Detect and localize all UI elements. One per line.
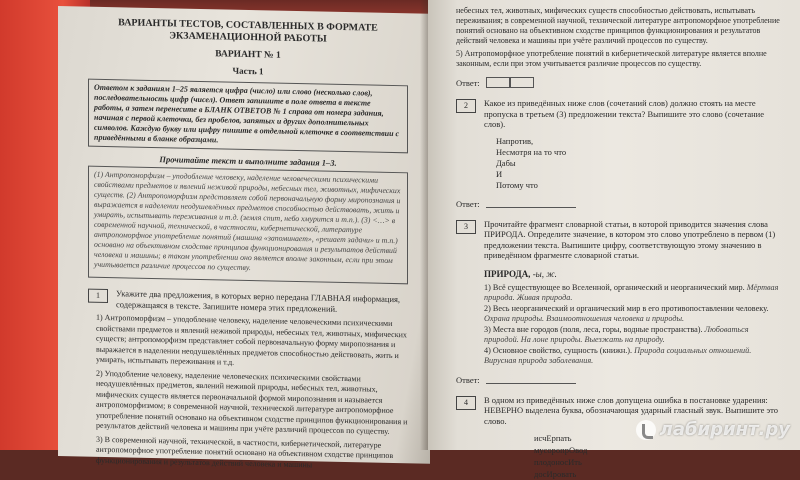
open-book (58, 0, 800, 479)
headword: ПРИРОДА, (484, 268, 531, 279)
task-prompt: Укажите два предложения, в которых верно передана ГЛАВНАЯ информация, содержащаяся в тексте. Запишите номера этих предложений. (116, 288, 401, 314)
option-item: 2) Уподобление человеку, наделение человеческих психическими свойствами неодушевлённых предметов, явлений неживой природы, небесных тел, животных, мифических существ является первоначальной формой миропознания и называется антропоморфизмом; в современной научной, технической литературе антропоморфное употребление понятий основано на объективном сходстве принципов функционирования и результатов действий человека и машины при учёте различий процессов по существу. (96, 368, 408, 436)
answer-label: Ответ: (456, 198, 480, 209)
task-prompt: В одном из приведённых ниже слов допущена ошибка в постановке ударения: НЕВЕРНО выделена буква, обозначающая ударный гласный звук. Выпишите это слово. (484, 394, 778, 426)
dictionary-meanings (484, 283, 780, 367)
task-1 (88, 288, 408, 316)
grammar-note: -ы, ж. (532, 268, 557, 279)
option-item: 1) Антропоморфизм – уподобление человеку, наделение человеческими психическими свойствами предметов и явлений неживой природы, небесных тел, животных, мифических существ; антропоморфизм представляет собой первоначальную форму миропознания и выражается в наделении неодушевлённых предметов способностью действовать, жить и умирать, испытывать переживания и т.д. (96, 312, 407, 367)
continued-option-text: небесных тел, животных, мифических существ способностью действовать, испытывать переживания; в современной научной, технической литературе антропоморфное употребление понятий основано на объективном сходстве принципов функционирования и результатов действий человека и машины при учёте различий процессов по существу. (456, 6, 780, 45)
meaning-item: 1) Всё существующее во Вселенной, органический и неорганический мир. Мёртвая природа. Живая природа. (484, 282, 779, 302)
word-option: исчЕрпать (534, 433, 572, 443)
word-option: Дабы (496, 157, 516, 168)
answer-row (456, 77, 780, 88)
right-page (428, 0, 800, 479)
answer-box[interactable] (486, 77, 510, 88)
task-prompt: Какое из приведённых ниже слов (сочетаний слов) должно стоять на месте пропуска в третьем (3) предложении текста? Выпишите это слово (сочетание слов). (484, 98, 764, 129)
task-prompt: Прочитайте фрагмент словарной статьи, в которой приводится значения слова ПРИРОДА. Определите значение, в котором это слово употреблено в первом (1) предложении текста. Выпишите цифру, соответствующую этому значению в приведённом фрагменте словарной статьи. (484, 218, 776, 260)
word-option: Напротив, (496, 135, 534, 146)
part-heading: Часть 1 (232, 65, 264, 77)
watermark (636, 419, 790, 440)
task-number: 3 (456, 220, 476, 234)
variant-heading: ВАРИАНТ № 1 (215, 49, 281, 61)
meaning-item: 2) Весь неорганический и органический мир в его противопоставлении человеку. Охрана природы. Взаимоотношения человека и природы. (484, 303, 769, 323)
answer-row (456, 199, 780, 209)
option-item: 3) В современной научной, технической, в частности, кибернетической, литературе антропоморфное употребление понятий основано на объективном сходстве принципов функционирования и результатов действий человека и машины (96, 434, 394, 469)
page-title: ВАРИАНТЫ ТЕСТОВ, СОСТАВЛЕННЫХ В ФОРМАТЕ ЭКЗАМЕНАЦИОННОЙ РАБОТЫ (118, 17, 378, 45)
task-3 (456, 219, 780, 261)
left-page (58, 6, 430, 469)
task-2-words (496, 136, 780, 191)
answer-label: Ответ: (456, 77, 480, 88)
reading-text-box: (1) Антропоморфизм – уподобление человеку, наделение человеческими психическими свойствами предметов и явлений неживой природы, небесных тел, животных, мифических существ. (2) Антропоморфизм представляет собой первоначальную форму миропознания и выражается в наделении неодушевлённых предметов способностью действовать, жить и умирать, испытывать переживания и т.д. (земля спит, небо хмурится и т.п.). (3) <…> в современной научной, технической, в частности, кибернетической, литературе антропоморфное употребление понятий (машина «запоминает», «решает задачи» и т.п.) основано на объективном сходстве принципов функционирования и результатов действий человека и машины; в таком употреблении оно является вполне законным, если при этом учитывается различие процессов по существу. (88, 166, 408, 285)
answer-line[interactable] (486, 199, 576, 208)
instructions-box: Ответом к заданиям 1–25 является цифра (число) или слово (несколько слов), последовательность цифр (чисел). Ответ запишите в поле ответа в тексте работы, а затем перенесите в БЛАНК ОТВЕТОВ № 1 справа от номера задания, начиная с первой клеточки, без пробелов, запятых и других дополнительных символов. Каждую букву или цифру пишите в отдельной клеточке в соответствии с приведёнными в бланке образцами. (88, 79, 408, 154)
word-option: Несмотря на то что (496, 146, 567, 157)
task-1-options (88, 313, 408, 473)
watermark-text: лабиринт.ру (659, 419, 790, 440)
answer-line[interactable] (486, 375, 576, 384)
answer-row (456, 375, 780, 385)
task-number: 2 (456, 99, 476, 113)
word-option: мусоропрОвод (534, 445, 588, 455)
dictionary-headword (484, 269, 780, 279)
word-option: Потому что (496, 179, 538, 190)
word-option: досИровать (534, 469, 577, 479)
task-number: 4 (456, 396, 476, 410)
labyrinth-logo-icon (636, 420, 656, 440)
answer-label: Ответ: (456, 374, 480, 385)
reading-heading: Прочитайте текст и выполните задания 1–3. (159, 154, 337, 168)
word-option: И (496, 168, 503, 179)
answer-box[interactable] (510, 77, 534, 88)
option-item: 5) Антропоморфное употребление понятий в кибернетической литературе является вполне законным, если при этом учитывается различие процессов по существу. (456, 49, 767, 68)
meaning-item: 4) Основное свойство, сущность (книжн.). Природа социальных отношений. Вирусная природа заболевания. (484, 345, 752, 365)
meaning-item: 3) Места вне городов (поля, леса, горы, водные пространства). Любоваться природой. На лоне природы. Выезжать на природу. (484, 324, 749, 344)
task-2 (456, 98, 780, 130)
task-number: 1 (88, 289, 108, 303)
word-option: плодоносИть (534, 457, 582, 467)
